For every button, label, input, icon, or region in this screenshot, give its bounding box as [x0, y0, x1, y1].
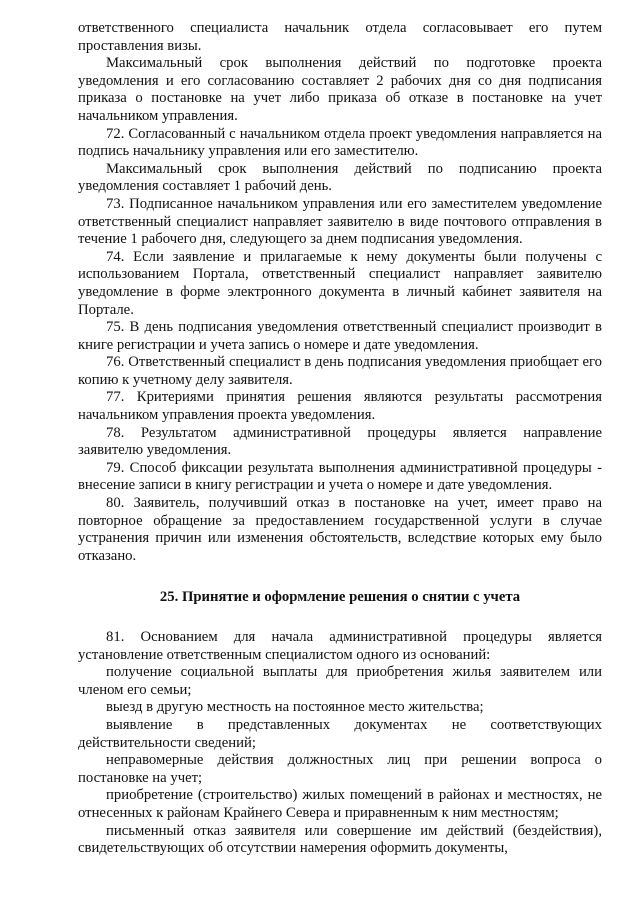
document-page [78, 20, 602, 858]
paragraph-deadline-signing: Максимальный срок выполнения действий по подписанию проекта уведомления составляет 1 рабочий день. [78, 160, 602, 195]
paragraph-75: 75. В день подписания уведомления ответственный специалист производит в книге регистрации и учета запись о номере и дате уведомления. [78, 319, 602, 353]
paragraph-76: 76. Ответственный специалист в день подписания уведомления приобщает его копию к учетному делу заявителя. [78, 354, 602, 388]
paragraph-81: 81. Основанием для начала административной процедуры является установление ответственным специалистом одного из оснований: [78, 629, 602, 663]
section-heading: 25. Принятие и оформление решения о снятии с учета [159, 589, 521, 606]
list-item-written-refusal: письменный отказ заявителя или совершение им действий (бездействия), свидетельствующих об отсутствии намерения оформить документы, [78, 822, 602, 857]
paragraph-78: 78. Результатом административной процедуры является направление заявителю уведомления. [78, 424, 602, 459]
paragraph-72: 72. Согласованный с начальником отдела проект уведомления направляется на подпись начальнику управления или его заместителю. [78, 125, 602, 160]
paragraph-80: 80. Заявитель, получивший отказ в постановке на учет, имеет право на повторное обращение за предоставлением государственной услуги в случае устранения причин или изменения обстоятельств, вследствие которых ему было отказано. [78, 495, 602, 564]
paragraph-77: 77. Критериями принятия решения являются результаты рассмотрения начальником управления проекта уведомления. [78, 389, 602, 424]
list-item-unlawful-actions: неправомерные действия должностных лиц при решении вопроса о постановке на учет; [78, 752, 602, 786]
paragraph-continuation: ответственного специалиста начальник отдела согласовывает его путем проставления визы. [78, 20, 602, 54]
paragraph-79: 79. Способ фиксации результата выполнения административной процедуры - внесение записи в книгу регистрации и учета о номере и дате уведомления. [78, 459, 602, 494]
list-item-housing-acquisition: приобретение (строительство) жилых помещений в районах и местностях, не отнесенных к районам Крайнего Севера и приравненным к ним местностям; [78, 787, 602, 821]
list-item-false-information: выявление в представленных документах не соответствующих действительности сведений; [78, 716, 602, 751]
list-item-relocation: выезд в другую местность на постоянное место жительства; [106, 699, 484, 716]
paragraph-deadline-preparation: Максимальный срок выполнения действий по подготовке проекта уведомления и его согласованию составляет 2 рабочих дня со дня подписания приказа о постановке на учет либо приказа об отказе в постановке на учет начальником управления. [78, 55, 602, 124]
paragraph-73: 73. Подписанное начальником управления или его заместителем уведомление ответственный специалист направляет заявителю в виде почтового отправления в течение 1 рабочего дня, следующего за днем подписания уведомления. [78, 195, 602, 248]
paragraph-74: 74. Если заявление и прилагаемые к нему документы были получены с использованием Портала, ответственный специалист направляет заявителю уведомление в форме электронного документа в личный кабинет заявителя на Портале. [78, 248, 602, 318]
list-item-social-payment: получение социальной выплаты для приобретения жилья заявителем или членом его семьи; [78, 664, 602, 698]
